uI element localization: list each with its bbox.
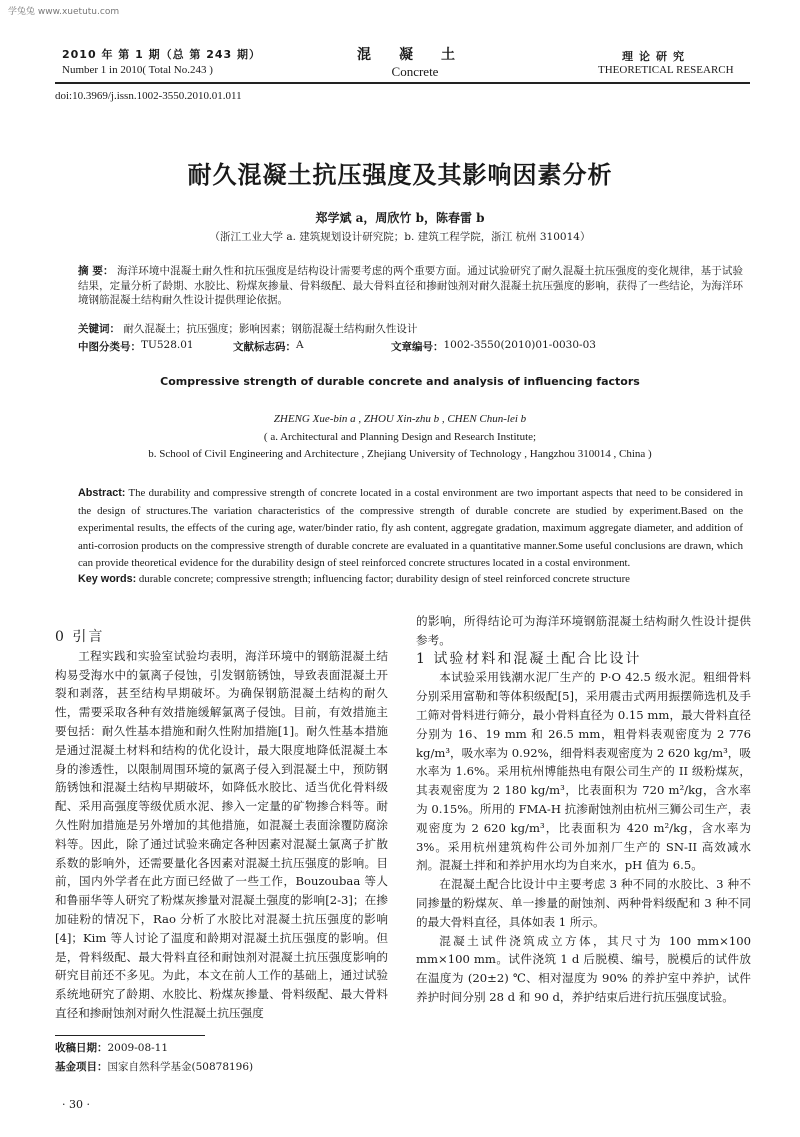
received-label: 收稿日期：: [55, 1042, 108, 1054]
section-1-paragraph-3: 混凝土试件浇筑成立方体，其尺寸为 100 mm×100 mm×100 mm。试件浇筑 1 d 后脱模、编号，脱模后的试件放在温度为 (20±2) ℃、相对湿度为 90% 的养护室中养护，试件养护时间分别 28 d 和 90 d，养护结束后进行抗压强度试验。: [416, 933, 751, 1004]
section-0-paragraph: 工程实践和实验室试验均表明，海洋环境中的钢筋混凝土结构易受海水中的氯离子侵蚀，引发钢筋锈蚀，导致表面混凝土开裂和剥落，甚至结构早期破坏。为确保钢筋混凝土结构的耐久性，需要采取各种有效措施缓解氯离子侵蚀。目前，有效措施主要包括：耐久性基本措施和耐久性附加措施[1]。耐久性基本措施是通过混凝土材料和结构的优化设计，最大限度地降低混凝土本身的渗透性，以限制周围环境的氯离子侵入到混凝土中，预防钢筋锈蚀和混凝土结构早期破坏，如降低水胶比、适当优化骨料级配、采用高强度等级优质水泥、掺入一定量的矿物掺合料等。耐久性附加措施是另外增加的其他措施，如混凝土表面涂覆防腐涂料等。因此，除了通过试验来确定各种因素对混凝土氯离子扩散系数的影响外，还需要量化各因素对混凝土抗压强度的影响。目前，国内外学者在此方面已经做了一些工作，Bouzoubaa 等人和鲁丽华等人研究了粉煤灰掺量对混凝土强度的影响[2-3]；在掺加硅粉的情况下，Rao 分析了水胶比对混凝土抗压强度的影响[4]；Kim 等人讨论了温度和龄期对混凝土抗压强度的影响。但是，骨料级配、最大骨料直径和耐蚀剂对混凝土抗压强度影响的研究目前还不多见。为此，本文在前人工作的基础上，通过试验系统地研究了龄期、水胶比、粉煤灰掺量、骨料级配、最大骨料直径和掺耐蚀剂对耐久性混凝土抗压强度: [55, 648, 388, 1020]
keywords-en: [78, 573, 743, 585]
abstract-cn-label: 摘 要：: [78, 265, 114, 277]
abstract-en-text: The durability and compressive strength of concrete located in a costal environment are two important aspects that need to be considered in the design of structures.The variation characteristics of the compressive strength of durable concrete are studied by experiment.Based on the experimental results, the effects of the curing age, water/binder ratio, fly ash content, aggregate gradation, maximum aggregate diameter, and addition of anti-corrosion products on the compressive strength of durable concrete are evaluated in a quantitative manner.Some useful conclusions are drawn, which can provide theoretical evidence for the durability design of steel reinforced concrete structures located in a costal environment.: [78, 487, 743, 569]
abstract-cn-text: 海洋环境中混凝土耐久性和抗压强度是结构设计需要考虑的两个重要方面。通过试验研究了耐久混凝土抗压强度的变化规律，基于试验结果，定量分析了龄期、水胶比、粉煤灰掺量、骨料级配、最大骨料直径和掺耐蚀剂对耐久混凝土抗压强度的影响，获得了一些结论，为海洋环境钢筋混凝土结构耐久性设计提供理论依据。: [78, 265, 744, 306]
section-cn: 理论研究: [622, 50, 690, 63]
english-authors: ZHENG Xue-bin a , ZHOU Xin-zhu b , CHEN Chun-lei b: [273, 413, 527, 425]
keywords-cn-label: 关键词：: [78, 323, 120, 335]
clc-label: 中图分类号：: [78, 341, 141, 353]
abstract-en: [78, 485, 743, 573]
watermark: 学兔兔 www.xuetutu.com: [8, 7, 120, 17]
authors-cn: 郑学斌 a，周欣竹 b，陈春雷 b: [315, 211, 485, 225]
section-en: THEORETICAL RESEARCH: [598, 64, 734, 76]
header-rule: [55, 82, 750, 84]
left-column: [55, 628, 388, 1023]
fund-value: 国家自然科学基金(50878196): [107, 1061, 254, 1073]
fund-label: 基金项目：: [55, 1061, 108, 1073]
english-affiliation-2: b. School of Civil Engineering and Architecture , Zhejiang University of Technology , Hangzhou 310014 , China ): [148, 448, 652, 460]
right-column: [416, 612, 751, 1007]
abstract-en-label: Abstract:: [78, 487, 126, 499]
english-title: Compressive strength of durable concrete and analysis of influencing factors: [160, 375, 640, 388]
page-number: · 30 ·: [62, 1098, 90, 1111]
article-no-label: 文章编号：: [391, 341, 444, 353]
received-date: [55, 1040, 395, 1055]
doi: doi:10.3969/j.issn.1002-3550.2010.01.011: [55, 90, 242, 102]
issue-en: Number 1 in 2010( Total No.243 ): [62, 64, 213, 76]
section-1-paragraph-2: 在混凝土配合比设计中主要考虑 3 种不同的水胶比、3 种不同掺量的粉煤灰、单一掺量的耐蚀剂、两种骨料级配和 3 种不同的最大骨料直径，具体如表 1 所示。: [416, 877, 751, 929]
footnote-rule: [55, 1035, 205, 1036]
keywords-cn-text: 耐久混凝土；抗压强度；影响因素；钢筋混凝土结构耐久性设计: [123, 323, 418, 335]
fund-project: [55, 1059, 395, 1074]
keywords-cn: [78, 321, 743, 336]
journal-en: Concrete: [391, 64, 439, 79]
keywords-en-text: durable concrete; compressive strength; influencing factor; durability design of steel reinforced concrete structure: [138, 573, 630, 585]
issue-cn: 2010 年 第 1 期（总 第 243 期）: [62, 48, 262, 61]
doc-code-label: 文献标志码：: [233, 341, 296, 353]
keywords-en-label: Key words:: [78, 573, 137, 585]
journal-cn: 混凝土: [357, 47, 483, 63]
section-0-paragraph-cont: 的影响，所得结论可为海洋环境钢筋混凝土结构耐久性设计提供参考。: [416, 614, 751, 647]
received-value: 2009-08-11: [107, 1042, 169, 1054]
doc-code-value: A: [296, 339, 304, 351]
section-1-heading: 1 试验材料和混凝土配合比设计: [416, 650, 642, 667]
article-no-value: 1002-3550(2010)01-0030-03: [443, 339, 596, 351]
section-1-paragraph-1: 本试验采用钱潮水泥厂生产的 P·O 42.5 级水泥。粗细骨料分别采用富勒和等体积级配[5]，采用震击式两用振摆筛选机及手工筛对骨料进行筛分，最小骨料直径为 0.15 mm，最大骨料直径分别为 16、19 mm 和 26.5 mm，粗骨料表观密度为 2 776 kg/m³，吸水率为 0.92%，细骨料表观密度为 2 620 kg/m³，吸水率为 1.6%。采用杭州博能热电有限公司生产的 II 级粉煤灰，其表观密度为 2 180 kg/m³，比表面积为 720 m²/kg，含水率为 0.15%。所用的 FMA-H 抗渗耐蚀剂由杭州三狮公司生产，表观密度为 2 620 kg/m³，比表面积为 420 m²/kg，含水率为 3%。采用杭州建筑构件公司外加剂厂生产的 SN-II 高效减水剂。混凝土拌和和养护用水均为自来水，pH 值为 6.5。: [416, 670, 751, 873]
clc-value: TU528.01: [141, 339, 194, 351]
paper-title: 耐久混凝土抗压强度及其影响因素分析: [187, 161, 613, 189]
abstract-cn: [78, 264, 743, 308]
section-0-heading: 0 引言: [55, 629, 105, 645]
english-affiliation-1: ( a. Architectural and Planning Design and Research Institute;: [263, 431, 537, 443]
affiliation-cn: （浙江工业大学 a. 建筑规划设计研究院；b. 建筑工程学院，浙江 杭州 310014）: [209, 231, 591, 243]
